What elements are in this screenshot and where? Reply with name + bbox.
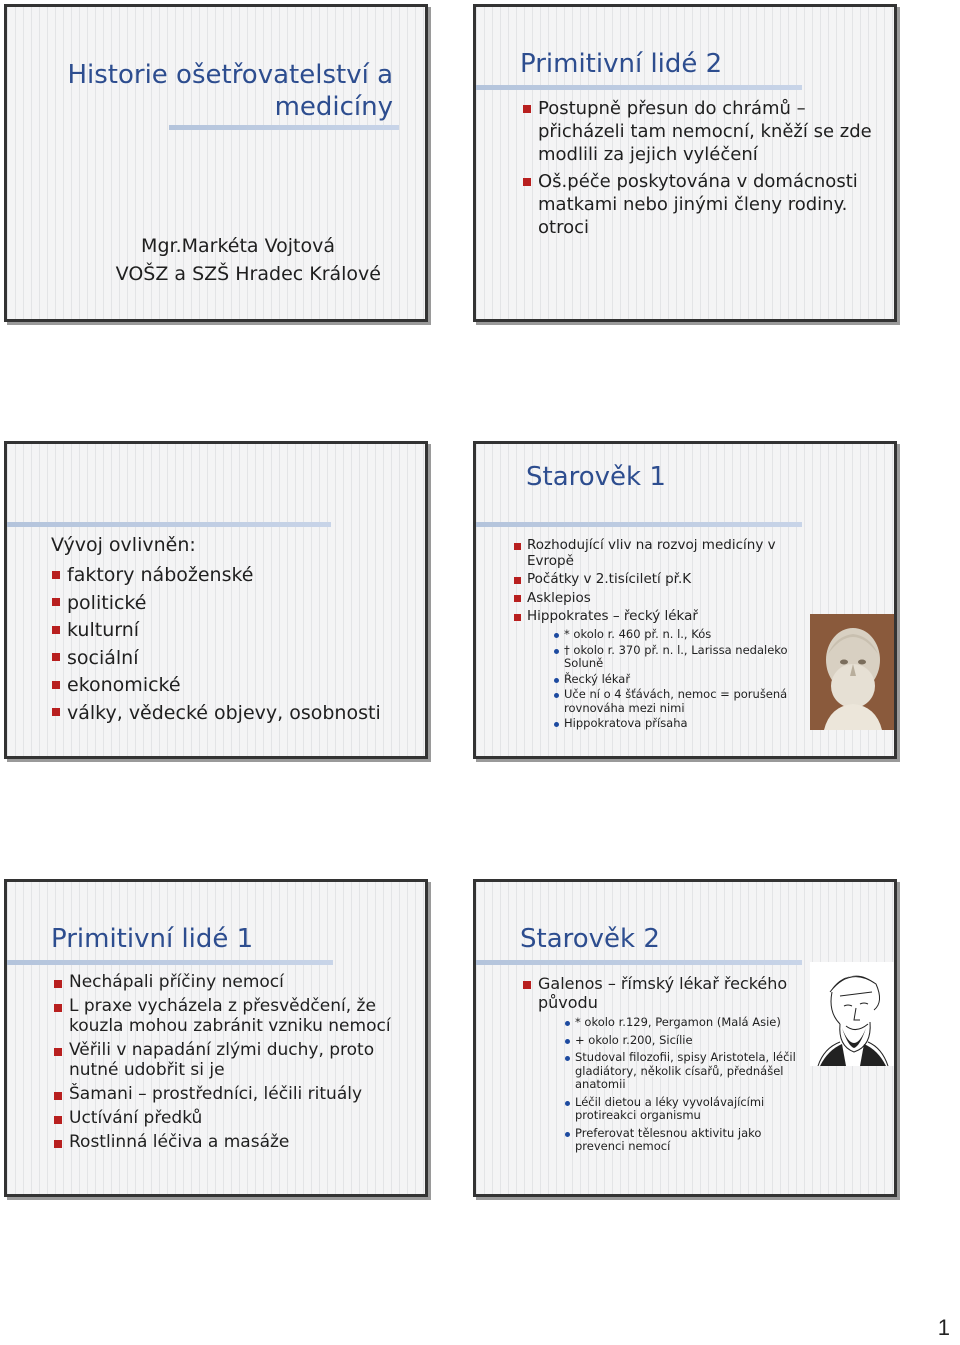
list-item: Asklepios — [527, 591, 807, 607]
sub-item: Hippokratova přísaha — [564, 717, 804, 731]
list-item: Galenos – římský lékař řeckého původu — [538, 974, 804, 1012]
list-item: Rozhodující vliv na rozvoj medicíny v Evropě — [527, 538, 807, 569]
list-item: Uctívání předků — [69, 1108, 405, 1128]
list-item: Postupně přesun do chrámů – přicházeli tam nemocní, kněží se zde modlili za jejich vyléčení — [538, 97, 878, 166]
school-name: VOŠZ a SZŠ Hradec Králové — [115, 263, 381, 285]
bullet-list — [538, 974, 804, 1012]
intro-text: Vývoj ovlivněn: — [51, 534, 196, 556]
title-underline — [476, 522, 802, 527]
list-item: politické — [67, 590, 407, 618]
list-item: Šamani – prostředníci, léčili rituály — [69, 1084, 405, 1104]
slide-starovek-2 — [473, 879, 897, 1197]
slide-primitivni-lide-2 — [473, 4, 897, 322]
slide-2-title: Primitivní lidé 2 — [520, 49, 723, 79]
list-item: L praxe vycházela z přesvědčení, že kouzla mohou zabránit vzniku nemocí — [69, 996, 405, 1036]
list-item: Počátky v 2.tisíciletí př.K — [527, 572, 807, 588]
hippocrates-bust-image — [810, 614, 896, 730]
list-item: ekonomické — [67, 672, 407, 700]
sub-item: + okolo r.200, Sicílie — [575, 1034, 811, 1048]
galenos-portrait-image — [810, 962, 896, 1066]
list-item: kulturní — [67, 617, 407, 645]
title-underline — [7, 522, 331, 527]
sub-item: Studoval filozofii, spisy Aristotela, léčil gladiátory, několik císařů, přednášel anatomii — [575, 1051, 811, 1092]
sub-item: Řecký lékař — [564, 673, 804, 687]
sub-item: Léčil dietou a léky vyvolávajícími protireakci organismu — [575, 1096, 811, 1123]
bullet-list — [527, 538, 807, 625]
sub-item: * okolo r.129, Pergamon (Malá Asie) — [575, 1016, 811, 1030]
sub-list — [575, 1016, 811, 1154]
list-item: Nechápali příčiny nemocí — [69, 972, 405, 992]
bullet-list — [538, 97, 878, 239]
sub-item: Preferovat tělesnou aktivitu jako prevenci nemocí — [575, 1127, 811, 1154]
page-number: 1 — [937, 1315, 950, 1340]
sub-item: * okolo r. 460 př. n. l., Kós — [564, 628, 804, 642]
slide-primitivni-lide-1 — [4, 879, 428, 1197]
sub-item: Uče ní o 4 šťávách, nemoc = porušená rovnováha mezi nimi — [564, 688, 804, 715]
list-item: faktory náboženské — [67, 562, 407, 590]
list-item: sociální — [67, 645, 407, 673]
list-item: války, vědecké objevy, osobnosti — [67, 700, 407, 728]
slide-6-title: Starověk 2 — [520, 924, 660, 954]
list-item: Rostlinná léčiva a masáže — [69, 1132, 405, 1152]
slide-starovek-1 — [473, 441, 897, 759]
title-underline — [7, 960, 333, 965]
title-underline — [476, 960, 802, 965]
slide-vyvoj — [4, 441, 428, 759]
slide-4-title: Starověk 1 — [526, 462, 666, 492]
list-item: Hippokrates – řecký lékař — [527, 609, 807, 625]
title-underline — [169, 125, 399, 130]
list-item: Oš.péče poskytována v domácnosti matkami nebo jinými členy rodiny. otroci — [538, 170, 878, 239]
list-item: Věřili v napadání zlými duchy, proto nutné udobřit si je — [69, 1040, 405, 1080]
author-name: Mgr.Markéta Vojtová — [141, 235, 335, 257]
title-underline — [476, 85, 802, 90]
bullet-list — [69, 972, 405, 1152]
slide-title — [4, 4, 428, 322]
sub-item: † okolo r. 370 př. n. l., Larissa nedaleko Soluně — [564, 644, 804, 671]
bullet-list — [67, 562, 407, 727]
sub-list — [564, 628, 804, 731]
slide-1-title: Historie ošetřovatelství a medicíny — [67, 60, 393, 122]
slide-5-title: Primitivní lidé 1 — [51, 924, 254, 954]
